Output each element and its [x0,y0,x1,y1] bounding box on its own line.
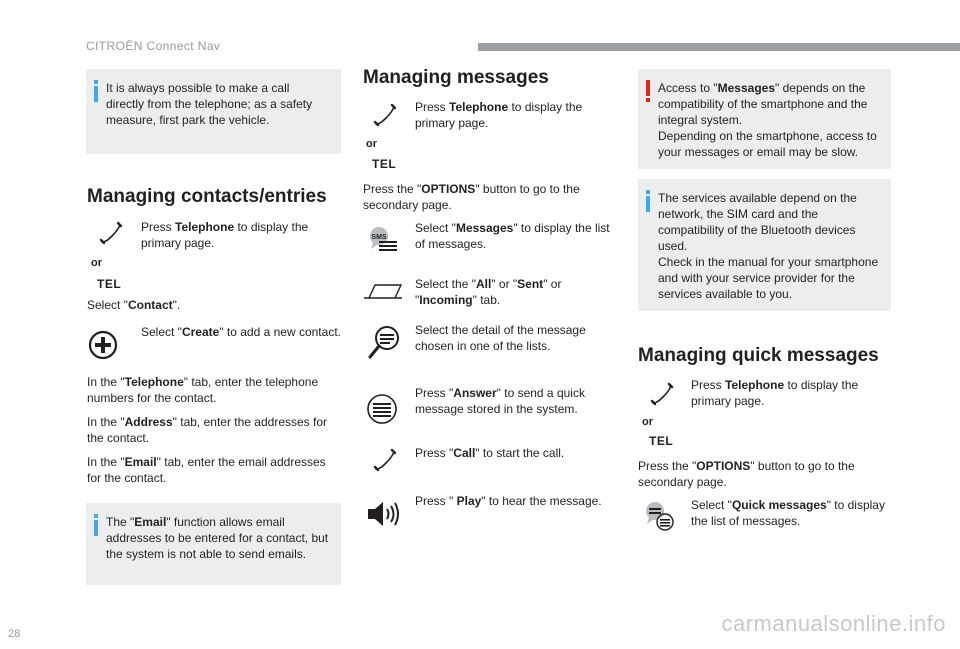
page-number: 28 [8,628,21,640]
step-telephone: Press Telephone to display the primary page. [141,220,309,250]
header-rule [478,43,960,51]
message-detail-icon [366,324,402,360]
info-text-2: Check in the manual for your smartphone and with your service provider for the services available to you. [658,255,879,301]
step-create: Select "Create" to add a new contact. [141,325,341,339]
address-tab-text: In the "Address" tab, enter the addresses for the contact. [87,415,328,445]
info-note-services [638,179,891,311]
info-icon [94,80,98,102]
step-answer: Press "Answer" to send a quick message stored in the system. [415,386,585,416]
tel-button-label: TEL [97,277,122,291]
note-text: It is always possible to make a call directly from the telephone; as a safety measure, first park the vehicle. [106,81,313,127]
phone-handset-icon [649,381,675,407]
step-tabs: Select the "All" or "Sent" or "Incoming" tab. [415,277,562,307]
warning-icon [646,80,650,102]
info-text: The services available depend on the network, the SIM card and the compatibility of the Bluetooth devices used. [658,191,857,253]
or-label: or [91,257,102,269]
options-text: Press the "OPTIONS" button to go to the secondary page. [638,459,855,489]
section-heading-quick-messages: Managing quick messages [638,345,879,366]
tabs-icon [363,282,403,300]
info-note-safety [86,69,341,154]
step-quick-messages: Select "Quick messages" to display the list of messages. [691,498,885,528]
step-messages: Select "Messages" to display the list of messages. [415,221,610,251]
or-label: or [366,138,377,150]
info-note-email [86,503,341,585]
warning-text: Access to "Messages" depends on the compatibility of the smartphone and the integral system. [658,81,868,127]
step-play: Press " Play" to hear the message. [415,494,602,508]
watermark: carmanualsonline.info [721,611,946,636]
section-heading-contacts: Managing contacts/entries [87,186,327,207]
quick-messages-list-icon [641,500,677,532]
quick-message-icon [366,393,398,425]
sms-icon [365,225,401,255]
sms-icon-text: SMS [371,234,387,241]
warning-text-2: Depending on the smartphone, access to your messages or email may be slow. [658,129,877,159]
phone-handset-icon [372,447,398,473]
speaker-icon [366,500,402,528]
header-brand: CITROËN Connect Nav [86,39,221,53]
info-icon [646,190,650,212]
step-detail: Select the detail of the message chosen in one of the lists. [415,323,586,353]
email-tab-text: In the "Email" tab, enter the email addresses for the contact. [87,455,326,485]
options-text: Press the "OPTIONS" button to go to the secondary page. [363,182,580,212]
warning-note-messages [638,69,891,169]
note-text: The "Email" function allows email addresses to be entered for a contact, but the system is not able to send emails. [106,515,329,561]
section-heading-messages: Managing messages [363,67,549,88]
info-icon [94,514,98,536]
telephone-tab-text: In the "Telephone" tab, enter the telephone numbers for the contact. [87,375,319,405]
or-label: or [642,416,653,428]
add-contact-icon [88,330,118,360]
tel-button-label: TEL [372,157,397,171]
select-contact: Select "Contact". [87,298,181,312]
tel-button-label: TEL [649,434,674,448]
phone-handset-icon [98,220,124,246]
step-telephone: Press Telephone to display the primary page. [691,378,859,408]
step-call: Press "Call" to start the call. [415,446,565,460]
step-telephone: Press Telephone to display the primary page. [415,100,583,130]
phone-handset-icon [372,102,398,128]
